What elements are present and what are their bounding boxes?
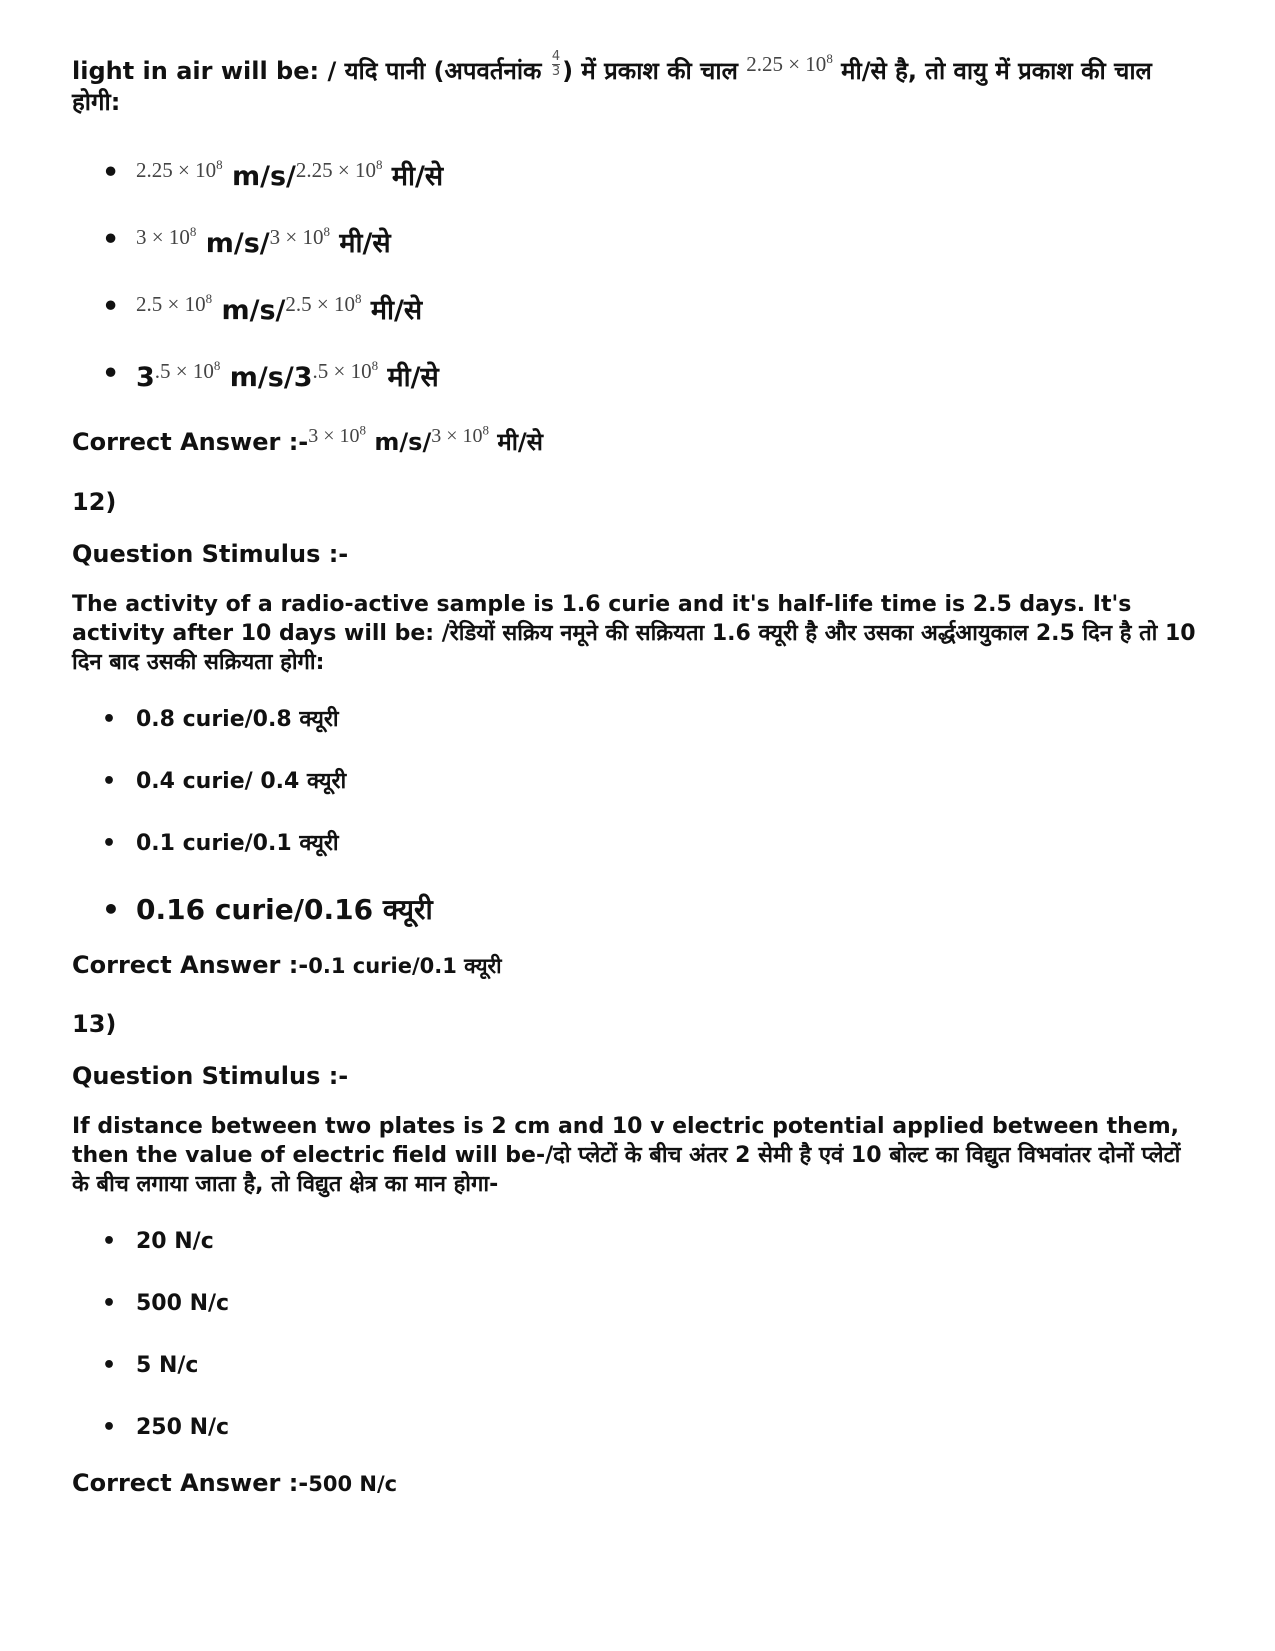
q11-correct-answer: Correct Answer :-$^{3 \times 10^8}$ m/s/$^{3 \times 10^8}$ मी/से (72, 422, 543, 456)
q11-option-3: • $^{2.5 \times 10^8}$ m/s/$^{2.5 \times 10^8}$ मी/से (72, 281, 1202, 348)
q12-correct-answer: Correct Answer :-0.1 curie/0.1 क्यूरी (72, 951, 502, 979)
q12-option-2: • 0.4 curie/ 0.4 क्यूरी (72, 761, 1202, 823)
q13-option-2: • 500 N/c (72, 1283, 1202, 1345)
q11-option-2: • $^{3 \times 10^8}$ m/s/$^{3 \times 10^8}$ मी/से (72, 214, 1202, 281)
q12-option-4: • 0.16 curie/0.16 क्यूरी (72, 885, 1202, 949)
q11-intro-mid: ) में प्रकाश की चाल (562, 57, 747, 85)
q13-option-4: • 250 N/c (72, 1407, 1202, 1469)
q13-options (72, 1221, 1202, 1469)
q13-stimulus-label: Question Stimulus :- (72, 1062, 349, 1090)
q11-intro-math: $2.25 \times 10^8$ (746, 51, 833, 76)
q12-stimulus-label: Question Stimulus :- (72, 540, 349, 568)
q13-question-text: If distance between two plates is 2 cm and 10 v electric potential applied between them, then the value of electric field will be-/दो प्लेटों के बीच अंतर 2 सेमी है एवं 10 बोल्ट का विद्युत विभवांतर दोनों प्लेटों के बीच लगाया जाता है, तो विद्युत क्षेत्र का मान होगा- (72, 1114, 1181, 1197)
q12-options (72, 699, 1202, 949)
q11-option-1: • $^{2.25 \times 10^8}$ m/s/$^{2.25 \times 10^8}$ मी/से (72, 147, 1202, 214)
q11-intro-en: light in air will be: / यदि पानी (अपवर्तनांक (72, 57, 550, 85)
q13-correct-answer: Correct Answer :-500 N/c (72, 1469, 398, 1497)
q12-question-text: The activity of a radio-active sample is 1.6 curie and it's half-life time is 2.5 days. It's activity after 10 days will be: /रेडियों सक्रिय नमूने की सक्रियता 1.6 क्यूरी है और उसका अर्द्धआयुकाल 2.5 दिन है तो 10 दिन बाद उसकी सक्रियता होगी: (72, 592, 1196, 675)
q12-number: 12) (72, 488, 117, 516)
q12-option-3: • 0.1 curie/0.1 क्यूरी (72, 823, 1202, 885)
q11-intro-end: मी/से है, तो वायु में प्रकाश की चाल होगी: (72, 57, 1152, 116)
exam-page (72, 48, 1202, 1497)
q11-question-text (72, 48, 1202, 117)
refractive-index-fraction: $\frac{4}{3}$ (551, 48, 561, 79)
q11-option-4: • $3^{.5 \times 10^8}$ $m/s/3^{.5 \times 10^8}$ मी/से (72, 348, 1202, 415)
q11-options (72, 147, 1202, 415)
q13-option-3: • 5 N/c (72, 1345, 1202, 1407)
q13-option-1: • 20 N/c (72, 1221, 1202, 1283)
q12-option-1: • 0.8 curie/0.8 क्यूरी (72, 699, 1202, 761)
q13-number: 13) (72, 1010, 117, 1038)
